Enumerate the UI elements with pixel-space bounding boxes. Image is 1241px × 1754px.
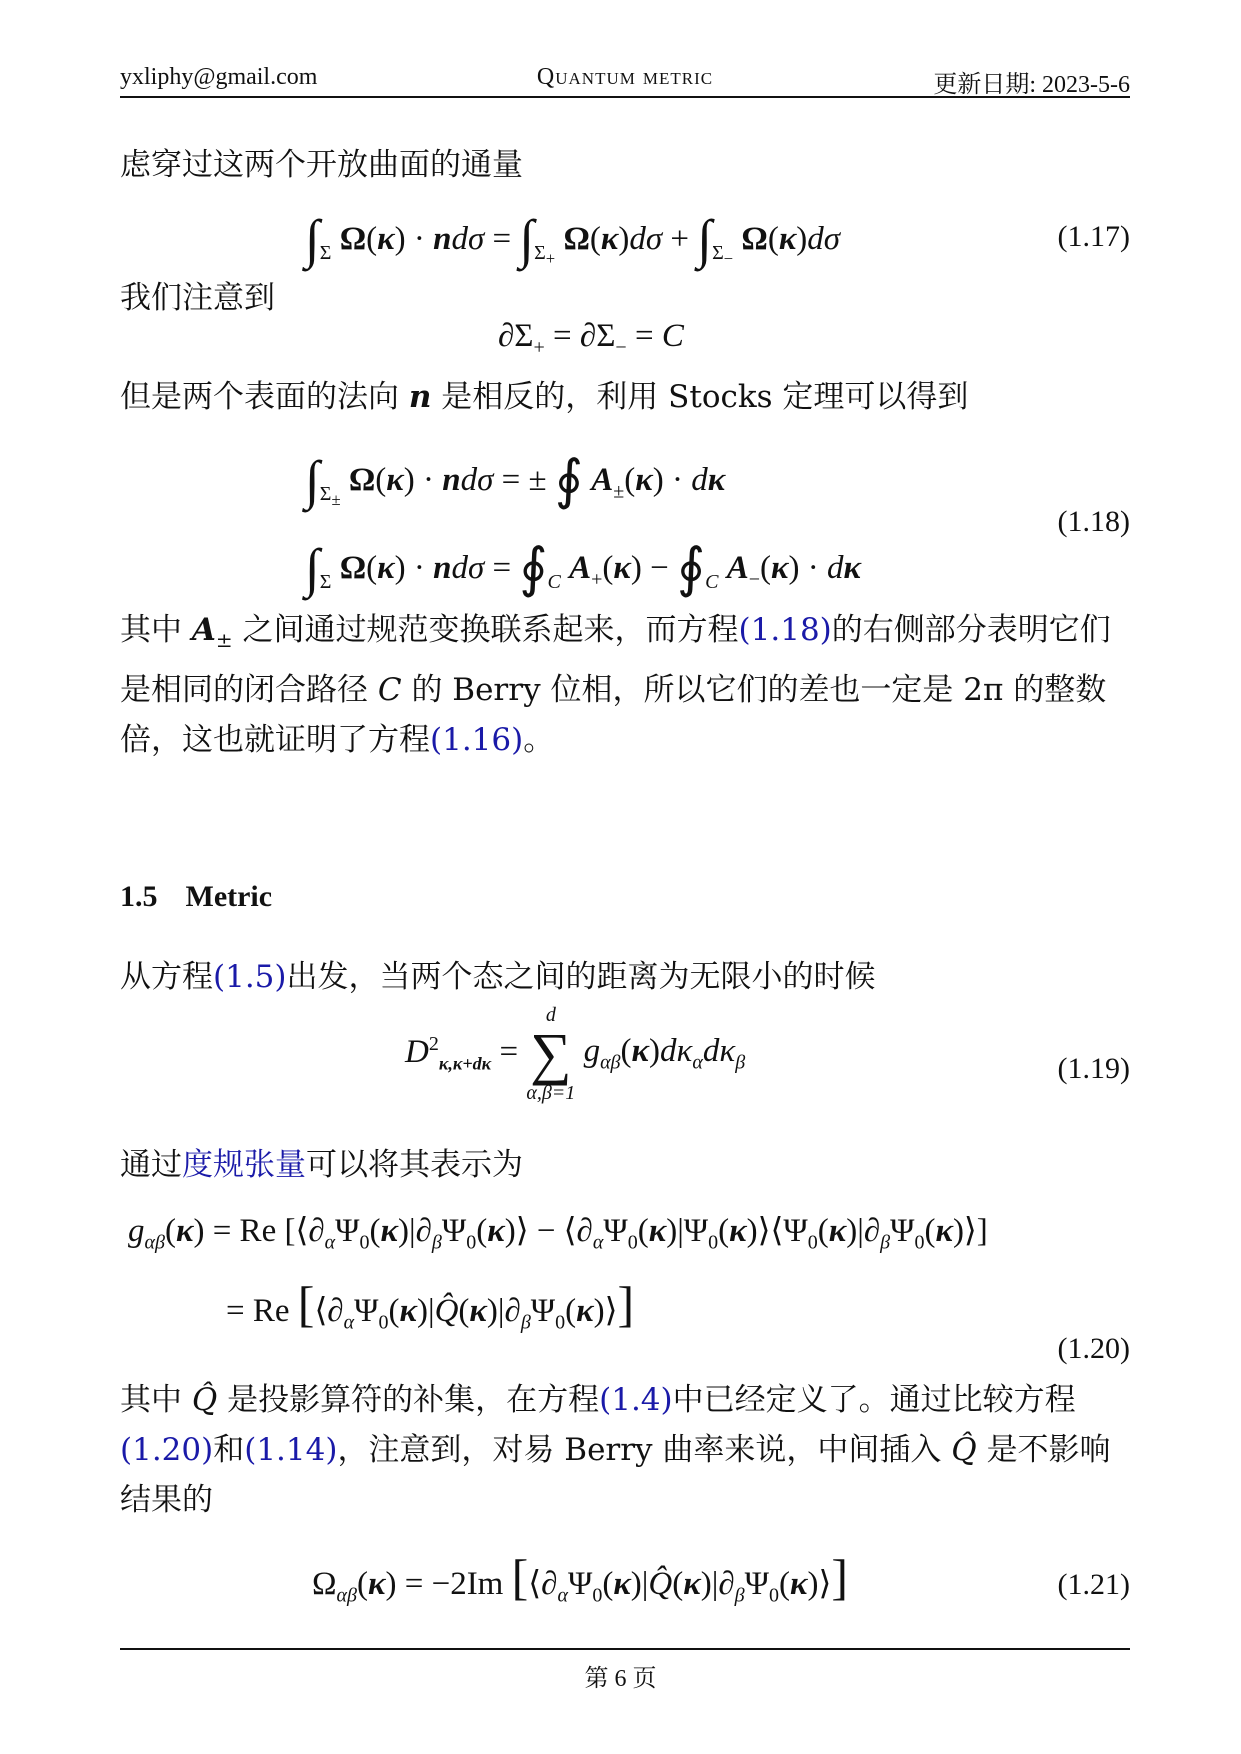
- paragraph-metric-tensor: 通过度规张量可以将其表示为: [120, 1147, 523, 1183]
- link-metric-tensor[interactable]: 度规张量: [182, 1147, 306, 1183]
- equation-1-21: $\Omega_{\alpha\beta}(\kappa) = -2Im$ $[⟨\partial_\alpha\Psi_0(\kappa)|Q̂(\kappa)|\partial_\beta\Psi_0(\kappa)⟩]$: [312, 1549, 848, 1607]
- equation-boundary: $\partial\Sigma_+ = \partial\Sigma_- = C$: [498, 318, 684, 359]
- equation-number-1-19: (1.19): [1057, 1052, 1130, 1085]
- page-number: 第 6 页: [584, 1666, 657, 1692]
- paragraph-start: 从方程(1.5)出发，当两个态之间的距离为无限小的时候: [120, 959, 876, 995]
- header-date: 更新日期: 2023-5-6: [933, 72, 1130, 98]
- equation-number-1-20: (1.20): [1057, 1332, 1130, 1365]
- page-header: [120, 60, 1130, 98]
- equation-1-18-line1: $\int_{\Sigma_\pm}$ Ω(κ) · ndσ = ± ∮ $A_\pm(\kappa) \cdot d\kappa$: [305, 450, 726, 510]
- section-heading: 1.5 Metric: [120, 880, 273, 913]
- equation-1-17: $\int_\Sigma$ $\Omega(\kappa) \cdot nd\sigma = \int_{\Sigma_+}$ $\Omega(\kappa)d\sigma + \int_{\Sigma_-}$ Ω(κ)dσ: [305, 209, 841, 269]
- equation-1-20-line2: = Re $[⟨\partial_\alpha\Psi_0(\kappa)|Q̂(\kappa)|\partial_\beta\Psi_0(\kappa)⟩]$: [226, 1276, 635, 1334]
- ref-eq-1-18[interactable]: (1.18): [738, 612, 832, 648]
- paragraph-projector: 其中 Q̂ 是投影算符的补集，在方程(1.4)中已经定义了。通过比较方程(1.20)和(1.14)，注意到，对易 Berry 曲率来说，中间插入 Q̂ 是不影响结果的: [120, 1382, 1111, 1518]
- equation-number-1-17: (1.17): [1057, 220, 1130, 253]
- header-title: Quantum metric: [536, 64, 714, 90]
- ref-eq-1-4[interactable]: (1.4): [599, 1382, 673, 1418]
- paragraph-notice: 我们注意到: [120, 280, 275, 316]
- header-email: yxliphy@gmail.com: [120, 64, 318, 90]
- paragraph-flux: 虑穿过这两个开放曲面的通量: [120, 147, 523, 183]
- ref-eq-1-16[interactable]: (1.16): [430, 722, 524, 759]
- equation-number-1-18: (1.18): [1057, 505, 1130, 538]
- footer-rule: [120, 1648, 1130, 1650]
- equation-1-19: $D^2_{\kappa,\kappa+d\kappa}$ = d ∑ α,β=1 $g_{\alpha\beta}(\kappa)d\kappa_\alpha d\kappa_\beta$: [405, 1004, 746, 1104]
- ref-eq-1-20[interactable]: (1.20): [120, 1432, 214, 1468]
- ref-eq-1-5[interactable]: (1.5): [213, 959, 287, 995]
- paragraph-normal: 但是两个表面的法向 n 是相反的，利用 Stocks 定理可以得到: [120, 379, 969, 415]
- paragraph-distance: [120, 852, 1130, 952]
- equation-number-1-21: (1.21): [1057, 1568, 1130, 1601]
- ref-eq-1-14[interactable]: (1.14): [244, 1432, 338, 1468]
- equation-1-18-line2: $\int_\Sigma$ $\Omega(\kappa) \cdot nd\sigma = ∮_C$ $A_+(\kappa)$ − $∮_C$ $A_-(\kappa) \cdot d\kappa$: [305, 538, 861, 598]
- equation-1-20-line1: $g_{\alpha\beta}(\kappa) = Re$ [$⟨\partial_\alpha\Psi_0(\kappa)|\partial_\beta\Psi_0(\kappa)⟩$ − $⟨\partial_\alpha\Psi_0(\kappa)|\Psi_0(\kappa)⟩⟨\Psi_0(\kappa)|\partial_\beta\Psi_0(\kappa)⟩$]: [128, 1213, 988, 1254]
- paragraph-gauge: 其中 $A_\pm$ 之间通过规范变换联系起来，而方程(1.18)的右侧部分表明它们是相同的闭合路径 C 的 Berry 位相，所以它们的差也一定是 2π 的整数倍，这也就证明了方程(1.16)。: [120, 612, 1111, 759]
